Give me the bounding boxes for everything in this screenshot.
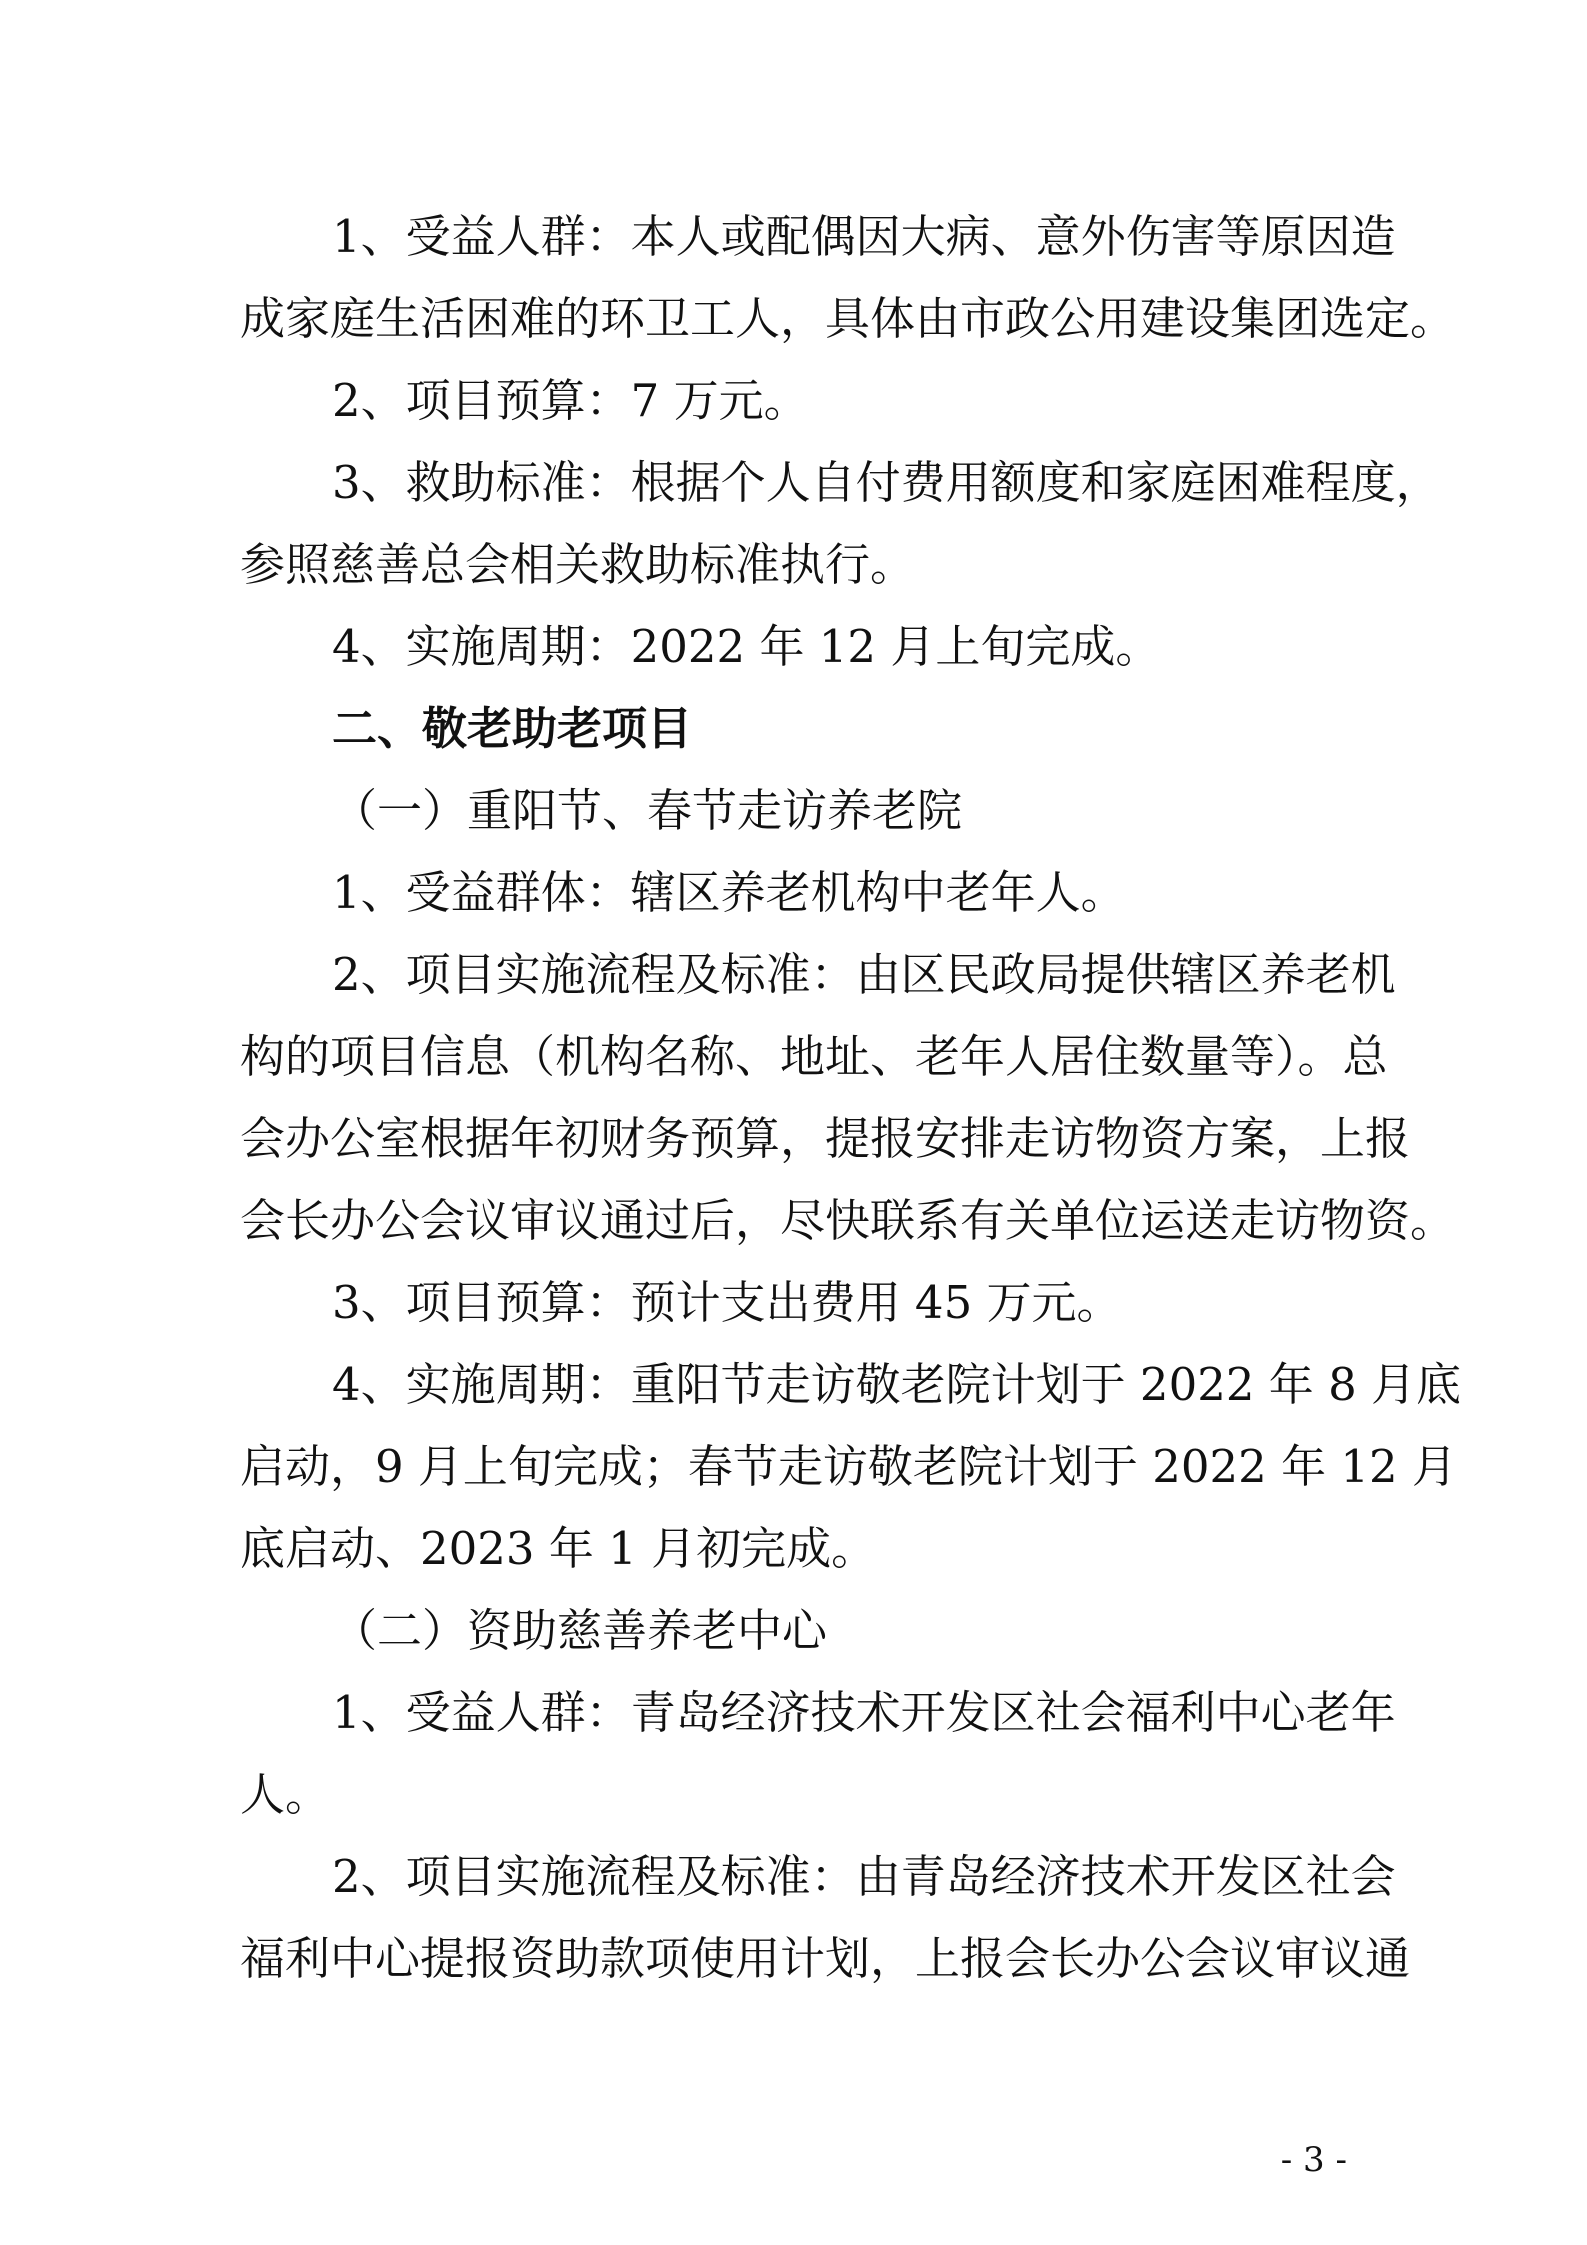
paragraph-line: 2、项目实施流程及标准：由青岛经济技术开发区社会 (332, 1850, 1396, 1903)
paragraph-line: 成家庭生活困难的环卫工人，具体由市政公用建设集团选定。 (240, 292, 1456, 345)
paragraph-line: 3、项目预算：预计支出费用 45 万元。 (332, 1276, 1122, 1329)
paragraph-line: 底启动、2023 年 1 月初完成。 (240, 1522, 877, 1575)
paragraph-line: 人。 (240, 1768, 331, 1821)
paragraph-line: 1、受益群体：辖区养老机构中老年人。 (332, 866, 1126, 919)
paragraph-line: 3、救助标准：根据个人自付费用额度和家庭困难程度， (332, 456, 1441, 509)
paragraph-line: 2、项目预算：7 万元。 (332, 374, 809, 427)
paragraph-line: 福利中心提报资助款项使用计划，上报会长办公会议审议通 (240, 1932, 1411, 1985)
paragraph-line: 4、实施周期：2022 年 12 月上旬完成。 (332, 620, 1161, 673)
paragraph-line: 1、受益人群：青岛经济技术开发区社会福利中心老年 (332, 1686, 1396, 1739)
paragraph-line: 1、受益人群：本人或配偶因大病、意外伤害等原因造 (332, 210, 1396, 263)
paragraph-line: 构的项目信息（机构名称、地址、老年人居住数量等）。总 (240, 1030, 1388, 1083)
subsection-heading: （一）重阳节、春节走访养老院 (332, 784, 963, 837)
document-body (240, 196, 1462, 2000)
subsection-heading: （二）资助慈善养老中心 (332, 1604, 828, 1657)
section-heading: 二、敬老助老项目 (332, 702, 693, 755)
paragraph-line: 会办公室根据年初财务预算，提报安排走访物资方案，上报 (240, 1112, 1411, 1165)
paragraph-line: 会长办公会议审议通过后，尽快联系有关单位运送走访物资。 (240, 1194, 1456, 1247)
paragraph-line: 参照慈善总会相关救助标准执行。 (240, 538, 916, 591)
page-number: - 3 - (1280, 2140, 1347, 2180)
paragraph-line: 4、实施周期：重阳节走访敬老院计划于 2022 年 8 月底 (332, 1358, 1462, 1411)
paragraph-line: 启动，9 月上旬完成；春节走访敬老院计划于 2022 年 12 月 (240, 1440, 1457, 1493)
paragraph-line: 2、项目实施流程及标准：由区民政局提供辖区养老机 (332, 948, 1396, 1001)
